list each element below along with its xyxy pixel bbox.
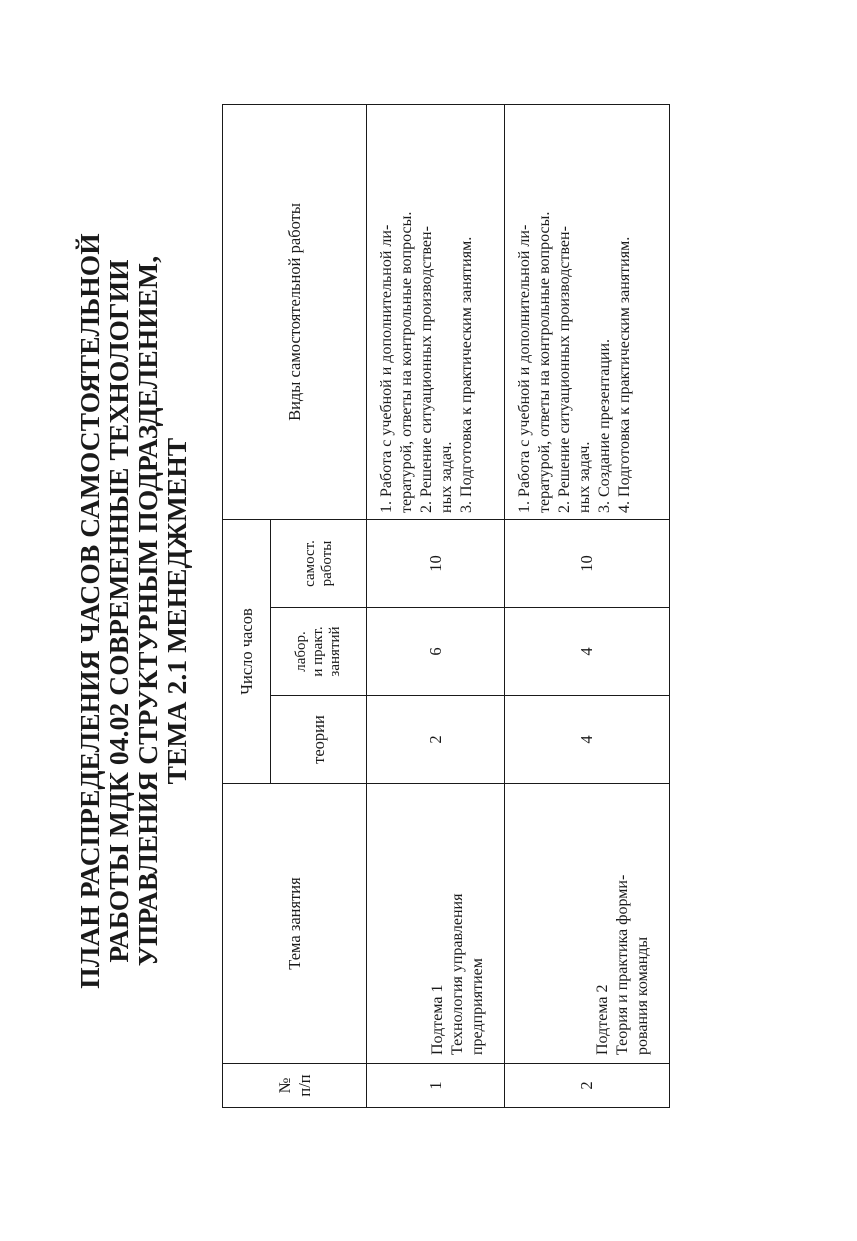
table-header-row [223, 104, 271, 1107]
work-line: 1. Работа с учебной и дополнительной ли- [516, 224, 533, 513]
header-self [271, 519, 367, 607]
header-theory: теории [271, 696, 367, 784]
work-line: 2. Решение ситуационных производствен- [418, 226, 435, 513]
row-topic [367, 784, 505, 1064]
header-topic: Тема занятия [223, 784, 367, 1064]
row-theory: 2 [367, 696, 505, 784]
header-lab-line: и практ. [310, 626, 326, 677]
header-lab-line: лабор. [293, 631, 309, 672]
work-line: ных задач. [438, 441, 455, 513]
row-self: 10 [505, 519, 670, 607]
header-lab [271, 608, 367, 696]
topic-line: предприятием [469, 958, 486, 1055]
topic-line: Технология управления [449, 893, 466, 1055]
page-title [75, 111, 191, 1111]
header-num [223, 1064, 367, 1108]
topic-line: Подтема 1 [429, 984, 446, 1055]
topic-line: Теория и практика форми- [614, 874, 631, 1055]
row-topic [505, 784, 670, 1064]
row-num: 2 [505, 1064, 670, 1108]
work-line: ных задач. [576, 441, 593, 513]
table-row [505, 104, 670, 1107]
work-line: тературой, ответы на контрольные вопросы. [398, 211, 415, 513]
work-line: 4. Подготовка к практическим занятиям. [616, 236, 633, 513]
work-line: 3. Создание презентации. [596, 338, 613, 513]
header-self-line: работы [318, 540, 335, 587]
work-line: тературой, ответы на контрольные вопросы. [536, 211, 553, 513]
row-works [367, 104, 505, 519]
title-line: УПРАВЛЕНИЯ СТРУКТУРНЫМ ПОДРАЗДЕЛЕНИЕМ, [132, 255, 163, 967]
header-self-line: самост. [301, 540, 318, 587]
row-lab: 6 [367, 608, 505, 696]
work-line: 2. Решение ситуационных производствен- [556, 226, 573, 513]
hours-table [222, 104, 670, 1108]
header-num-line: п/п [294, 1074, 314, 1097]
header-works: Виды самостоятельной работы [223, 104, 367, 519]
row-self: 10 [367, 519, 505, 607]
title-line: ТЕМА 2.1 МЕНЕДЖМЕНТ [161, 437, 192, 785]
header-lab-line: занятий [327, 626, 343, 677]
row-lab: 4 [505, 608, 670, 696]
row-works [505, 104, 670, 519]
row-num: 1 [367, 1064, 505, 1108]
title-line: РАБОТЫ МДК 04.02 СОВРЕМЕННЫЕ ТЕХНОЛОГИИ [103, 259, 134, 963]
work-line: 3. Подготовка к практическим занятиям. [458, 236, 475, 513]
table-row [367, 104, 505, 1107]
topic-line: рования команды [634, 936, 651, 1055]
header-hours: Число часов [223, 519, 271, 783]
topic-line: Подтема 2 [594, 984, 611, 1055]
row-theory: 4 [505, 696, 670, 784]
header-num-line: № [274, 1077, 294, 1094]
title-line: ПЛАН РАСПРЕДЕЛЕНИЯ ЧАСОВ САМОСТОЯТЕЛЬНОЙ [74, 233, 105, 989]
work-line: 1. Работа с учебной и дополнительной ли- [378, 224, 395, 513]
